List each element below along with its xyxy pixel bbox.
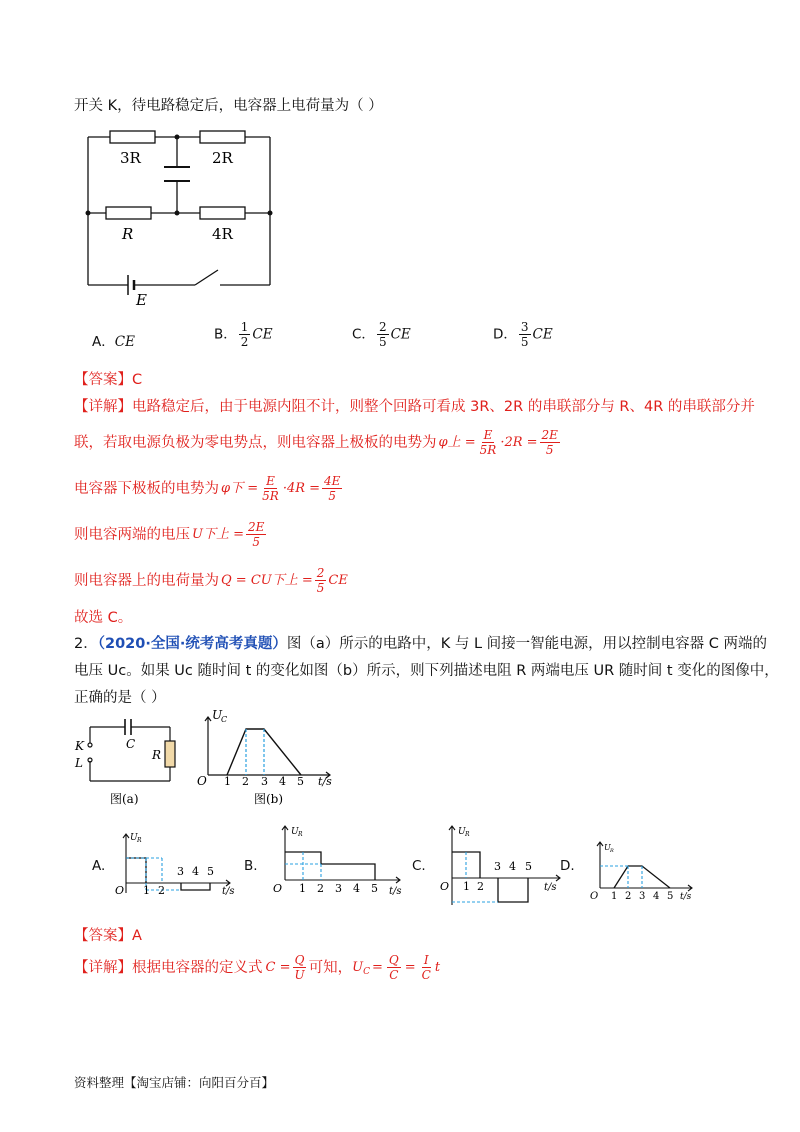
label-E: E (136, 291, 147, 305)
q2-option-a-graph[interactable] (110, 828, 240, 903)
q1-detail-line5 (74, 566, 348, 595)
origin-label: O (115, 884, 125, 897)
y-axis-sub: R (298, 831, 303, 838)
label-K: K (75, 739, 84, 753)
tick-3: 3 (335, 882, 342, 895)
tick-2: 2 (625, 891, 632, 902)
formula-tail: t (434, 959, 441, 975)
tick-2: 2 (158, 884, 165, 897)
origin-label: O (590, 891, 599, 902)
tick-5: 5 (667, 891, 674, 902)
frac-num: 2E (247, 520, 265, 534)
tick-2: 2 (477, 880, 484, 893)
question-source: （2020·全国·统考高考真题） (97, 636, 287, 652)
q1-conclusion: 故选 C。 (74, 610, 133, 626)
q2-option-c-letter[interactable]: C. (412, 858, 426, 874)
q1-option-b[interactable] (214, 320, 273, 349)
tick-3: 3 (261, 775, 268, 788)
option-expr: CE (114, 334, 135, 350)
q1-detail-line2 (74, 428, 562, 457)
tick-1: 1 (611, 891, 618, 902)
y-axis-sub: R (610, 848, 614, 854)
y-axis-sub: R (465, 831, 470, 838)
frac-den: 5 (378, 335, 387, 349)
x-axis-label: t/s (318, 775, 332, 788)
q1-detail-line4 (74, 520, 268, 549)
y-axis-label: U (212, 708, 223, 722)
option-letter: B． (214, 326, 237, 343)
frac-den: 5R (262, 489, 279, 503)
option-letter: D． (493, 326, 517, 343)
formula-tail: CE (328, 572, 348, 588)
y-axis-label: U (604, 843, 611, 852)
q2-line2: 电压 Uc。如果 Uc 随时间 t 的变化如图（b）所示，则下列描述电阻 R 两端电压 UR 随时间 t 变化的图像中， (74, 663, 779, 679)
frac-den: C (389, 968, 399, 982)
tick-5: 5 (297, 775, 304, 788)
frac-den: C (421, 968, 431, 982)
label-C: C (126, 737, 136, 751)
formula-lhs: Q = CU下上 = (221, 572, 313, 588)
label-R: R (152, 748, 162, 762)
option-expr: CE (532, 326, 553, 343)
tick-4: 4 (509, 860, 516, 873)
origin-label: O (440, 880, 450, 893)
x-axis-label: t/s (544, 882, 557, 893)
tick-5: 5 (207, 865, 214, 878)
x-axis-label: t/s (389, 886, 402, 897)
frac-num: 1 (240, 320, 249, 334)
formula-mid: ·4R = (282, 480, 321, 496)
q2-option-a-letter[interactable]: A. (92, 858, 106, 874)
detail-text: 根据电容器的定义式 (132, 959, 263, 976)
option-expr: CE (390, 326, 411, 343)
q1-option-c[interactable] (352, 320, 411, 349)
question-number: 2． (74, 636, 98, 652)
frac-num: 2 (316, 566, 325, 580)
tick-1: 1 (143, 884, 150, 897)
q2-detail (74, 953, 440, 982)
formula-u-sub: C (363, 966, 370, 977)
detail-tag: 【详解】 (74, 399, 132, 415)
q1-intro: 开关 K，待电路稳定后，电容器上电荷量为（ ） (74, 98, 383, 114)
y-axis-sub: R (137, 837, 142, 844)
frac-den: 5 (328, 489, 337, 503)
q2-option-b-letter[interactable]: B. (244, 858, 258, 874)
formula-eq: = (371, 959, 383, 975)
detail-text: 电路稳定后，由于电源内阻不计，则整个回路可看成 3R、2R 的串联部分与 R、4R 的串联部分并 (132, 399, 755, 415)
detail-tag: 【详解】 (74, 959, 132, 976)
q1-detail-line1 (74, 397, 755, 417)
q2-figure-b (190, 705, 350, 810)
q2-line3: 正确的是（ ） (74, 690, 166, 706)
q2-option-d-graph[interactable] (582, 836, 700, 906)
q1-option-d[interactable] (493, 320, 553, 349)
q2-line1 (74, 634, 767, 654)
detail-text: 则电容器上的电荷量为 (74, 572, 219, 589)
detail-text: 则电容两端的电压 (74, 526, 190, 543)
y-axis-label: U (458, 827, 466, 837)
frac-num: I (423, 953, 429, 967)
tick-2: 2 (242, 775, 249, 788)
label-3R: 3R (120, 149, 141, 167)
frac-num: 3 (520, 320, 529, 334)
q2-option-d-letter[interactable]: D. (560, 858, 575, 874)
option-letter: C． (352, 326, 375, 343)
tick-1: 1 (224, 775, 231, 788)
y-axis-sub: C (221, 715, 228, 724)
formula-u: U (352, 959, 364, 975)
frac-den: 5R (479, 443, 497, 457)
detail-text: 电容器下极板的电势为 (74, 480, 219, 497)
formula-lhs: C = (265, 959, 291, 975)
frac-num: 4E (324, 474, 341, 488)
label-2R: 2R (212, 149, 233, 167)
tick-3: 3 (494, 860, 501, 873)
tick-3: 3 (177, 865, 184, 878)
option-letter: A． (92, 334, 115, 350)
frac-den: 5 (316, 581, 325, 595)
tick-4: 4 (192, 865, 199, 878)
q2-figure-a (70, 715, 190, 810)
formula-lhs: U下上 = (192, 526, 244, 542)
y-axis-label: U (130, 833, 138, 843)
frac-num: 2E (541, 428, 558, 442)
frac-num: Q (294, 953, 305, 967)
tick-2: 2 (317, 882, 324, 895)
tick-3: 3 (639, 891, 646, 902)
option-expr: CE (252, 326, 273, 343)
label-R: R (122, 225, 134, 243)
q1-option-a[interactable] (92, 330, 135, 350)
formula-mid: ·2R = (500, 434, 538, 450)
figure-caption: 图(a) (110, 792, 139, 806)
tick-4: 4 (353, 882, 360, 895)
q1-circuit-diagram (80, 125, 280, 305)
tick-4: 4 (653, 891, 660, 902)
formula-lhs: φ上 = (438, 434, 476, 450)
label-4R: 4R (212, 225, 233, 243)
formula-eq: = (404, 959, 416, 975)
figure-caption: 图(b) (254, 792, 284, 806)
detail-text: 联，若取电源负极为零电势点，则电容器上极板的电势为 (74, 434, 437, 451)
y-axis-label: U (291, 827, 299, 837)
frac-num: 2 (378, 320, 387, 334)
tick-1: 1 (463, 880, 470, 893)
frac-den: 5 (545, 443, 554, 457)
tick-5: 5 (371, 882, 378, 895)
origin-label: O (197, 774, 207, 788)
q1-answer: 【答案】C (74, 372, 143, 388)
tick-1: 1 (299, 882, 306, 895)
tick-4: 4 (279, 775, 286, 788)
q2-answer: 【答案】A (74, 928, 142, 944)
frac-den: 5 (252, 535, 260, 549)
x-axis-label: t/s (222, 886, 235, 897)
question-text: 图（a）所示的电路中，K 与 L 间接一智能电源，用以控制电容器 C 两端的 (286, 636, 767, 652)
frac-den: U (294, 968, 305, 982)
x-axis-label: t/s (680, 892, 692, 902)
formula-mid: 可知， (308, 959, 353, 976)
tick-5: 5 (525, 860, 532, 873)
formula-lhs: φ下 = (221, 480, 259, 496)
origin-label: O (273, 882, 283, 895)
q2-option-b-graph[interactable] (265, 820, 410, 905)
frac-num: E (266, 474, 275, 488)
q2-option-c-graph[interactable] (432, 820, 567, 910)
page-footer: 资料整理【淘宝店铺：向阳百分百】 (74, 1075, 275, 1090)
q1-detail-line3 (74, 474, 344, 503)
frac-den: 2 (240, 335, 249, 349)
label-L: L (75, 756, 83, 770)
frac-num: Q (388, 953, 399, 967)
frac-num: E (483, 428, 493, 442)
frac-den: 5 (520, 335, 529, 349)
